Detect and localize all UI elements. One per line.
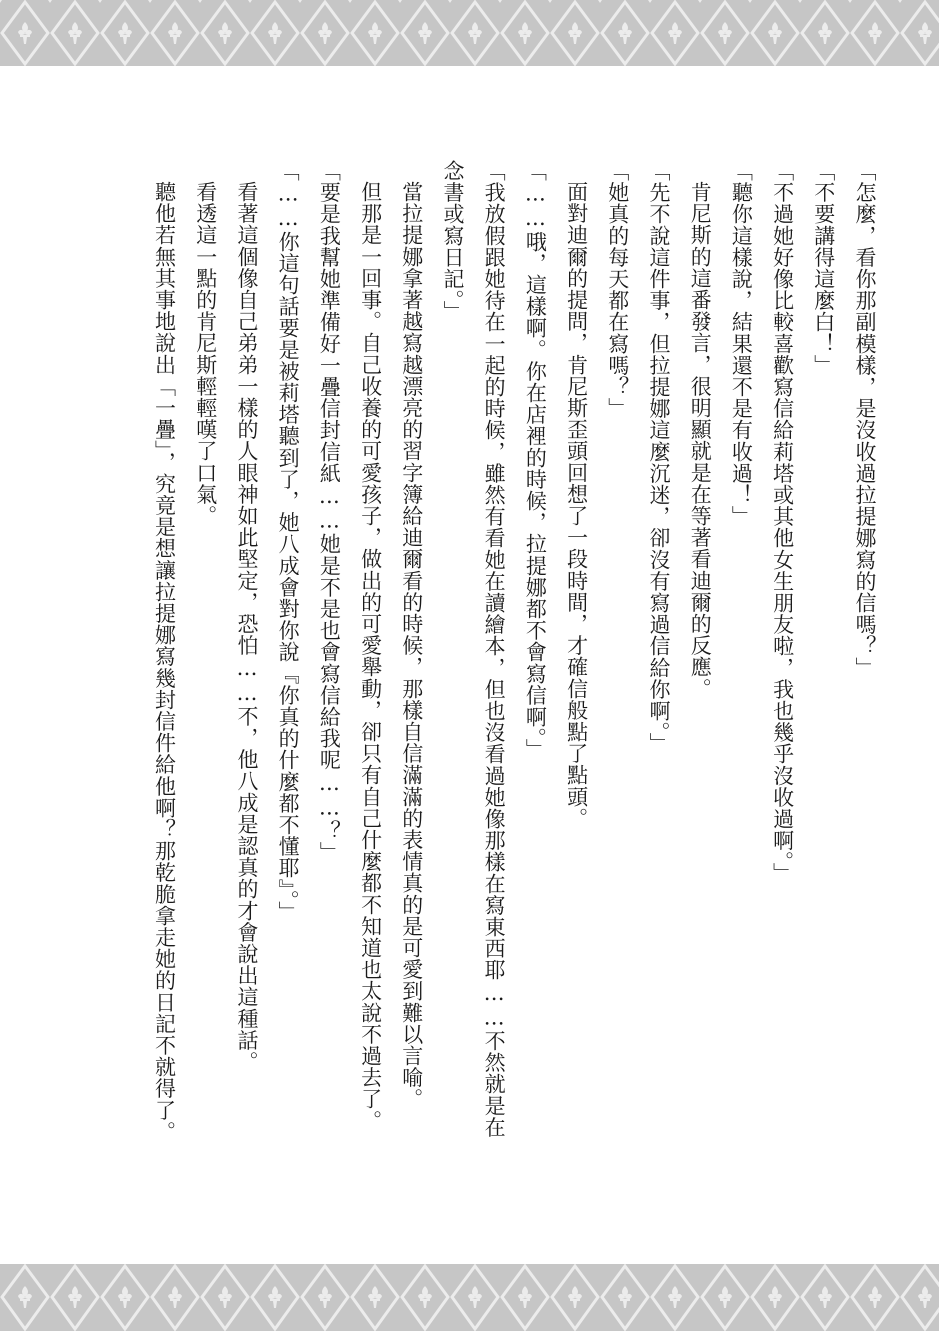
paragraph: 「她真的每天都在寫嗎？」 (605, 160, 630, 420)
fleur-pattern-icon (0, 1264, 939, 1331)
paragraph: 「……你這句話要是被莉塔聽到了，她八成會對你說『你真的什麼都不懂耶』。」 (276, 160, 301, 923)
paragraph: 「先不說這件事，但拉提娜這麼沉迷，卻沒有寫過信給你啊。」 (646, 160, 671, 755)
paragraph: 「我放假跟她待在一起的時候，雖然有看她在讀繪本，但也沒看過她像那樣在寫東西耶……不然就是在 (482, 160, 507, 1138)
paragraph: 看透這一點的肯尼斯輕輕嘆了口氣。 (193, 181, 218, 527)
paragraph: 「聽你這樣說，結果還不是有收過！」 (729, 160, 754, 528)
fleur-pattern-icon (0, 0, 939, 66)
paragraph: 當拉提娜拿著越寫越漂亮的習字簿給迪爾看的時候，那樣自信滿滿的表情真的是可愛到難以言喻。 (399, 181, 424, 1110)
paragraph: 「不過她好像比較喜歡寫信給莉塔或其他女生朋友啦，我也幾乎沒收過啊。」 (770, 160, 795, 884)
top-decorative-band (0, 0, 939, 66)
vertical-text-body (65, 160, 885, 1230)
paragraph: 肯尼斯的這番發言，很明顯就是在等著看迪爾的反應。 (688, 181, 713, 700)
paragraph: 看著這個像自己弟弟一樣的人眼神如此堅定，恐怕……不，他八成是認真的才會說出這種話。 (234, 181, 259, 1073)
paragraph: 「……哦，這樣啊。你在店裡的時候，拉提娜都不會寫信啊。」 (523, 160, 548, 761)
paragraph: 念書或寫日記。」 (440, 160, 465, 323)
paragraph: 「不要講得這麼白！」 (811, 160, 836, 376)
paragraph: 面對迪爾的提問，肯尼斯歪頭回想了一段時間，才確信般點了點頭。 (564, 181, 589, 829)
paragraph: 「要是我幫她準備好一疊信封信紙……她是不是也會寫信給我呢……？」 (317, 160, 342, 864)
paragraph: 「怎麼，看你那副模樣，是沒收過拉提娜寫的信嗎？」 (853, 160, 877, 679)
paragraph: 但那是一回事。自己收養的可愛孩子，做出的可愛舉動，卻只有自己什麼都不知道也太說不過去了。 (358, 181, 383, 1132)
paragraph: 聽他若無其事地說出「一疊」，究竟是想讓拉提娜寫幾封信件給他啊？那乾脆拿走她的日記不就得了。 (152, 181, 177, 1143)
bottom-decorative-band (0, 1264, 939, 1331)
